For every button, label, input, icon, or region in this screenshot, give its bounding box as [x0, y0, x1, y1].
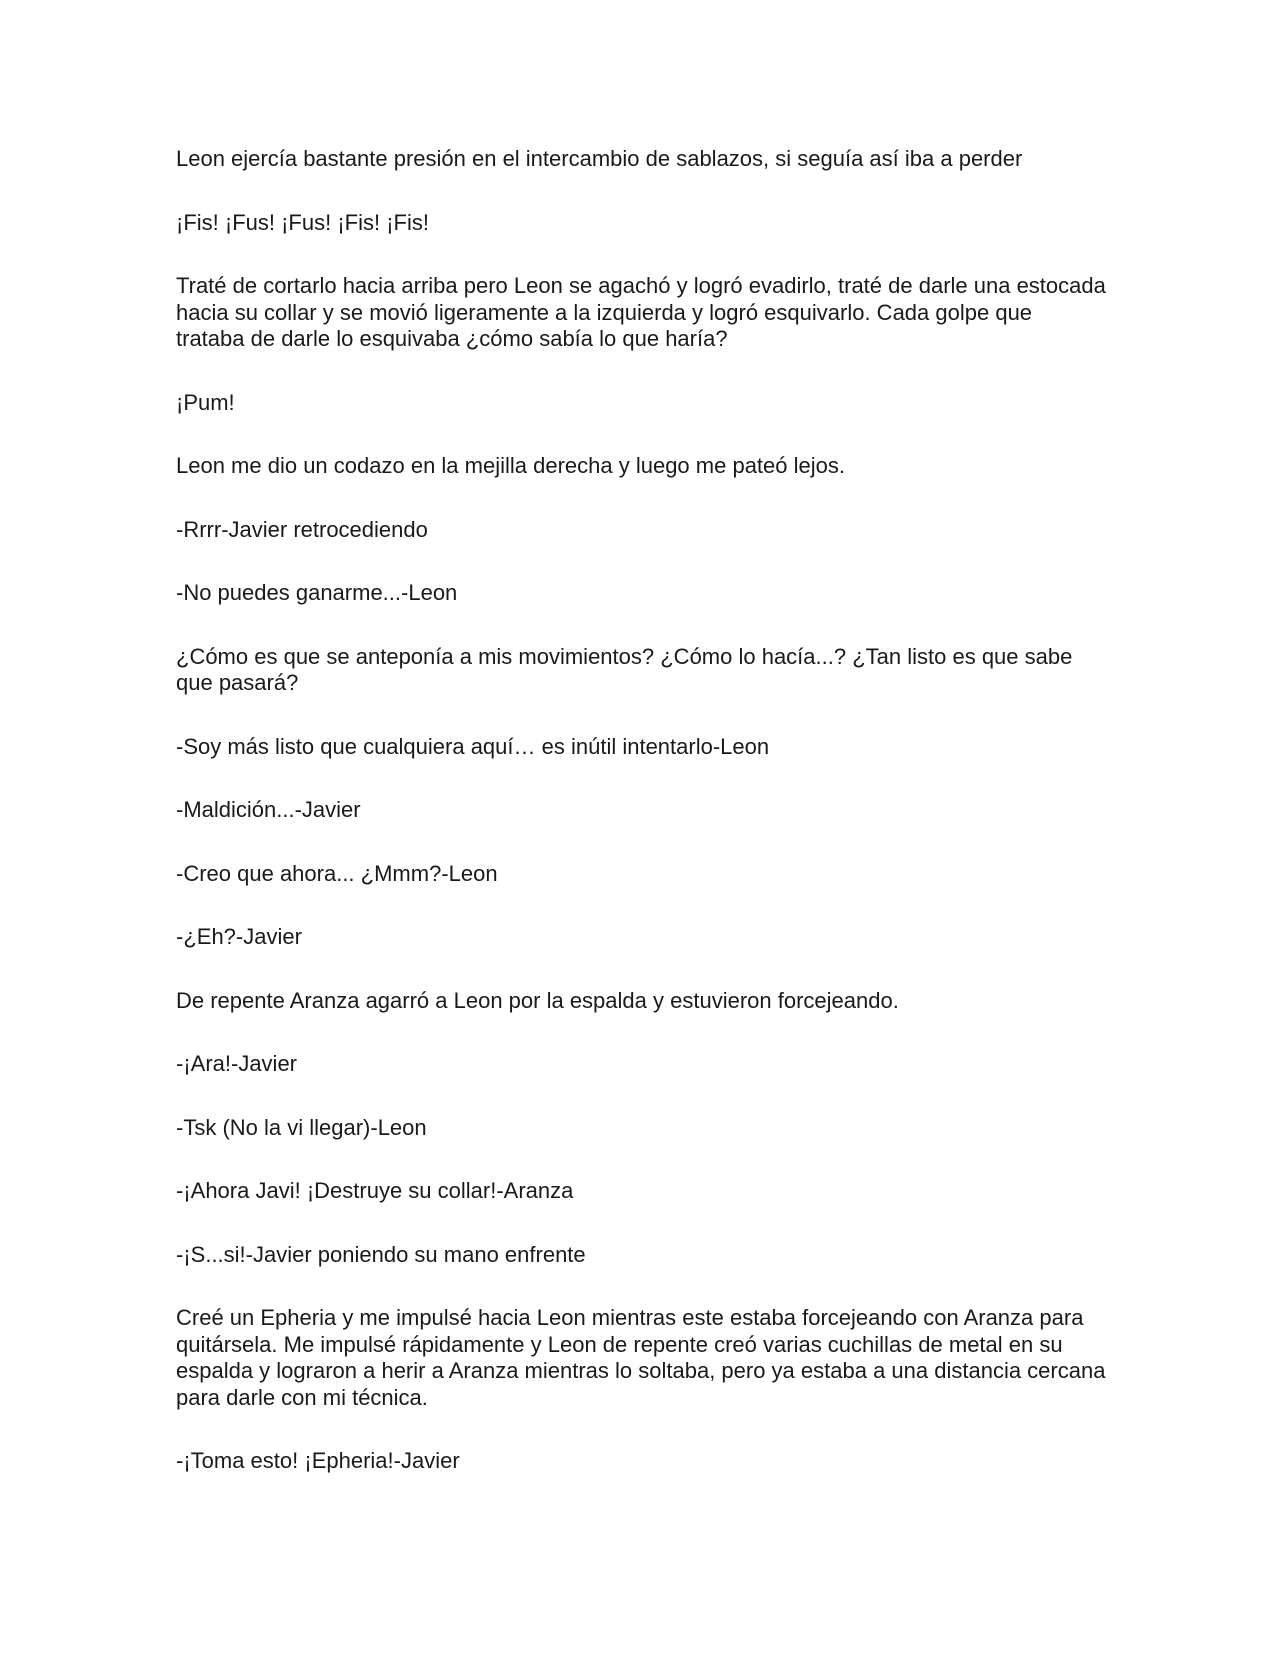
- paragraph: -¡Toma esto! ¡Epheria!-Javier: [176, 1448, 460, 1473]
- paragraph: -No puedes ganarme...-Leon: [176, 580, 458, 605]
- text-body: [176, 146, 1106, 1512]
- paragraph: -¡Ahora Javi! ¡Destruye su collar!-Aranza: [176, 1178, 574, 1203]
- paragraph: -Tsk (No la vi llegar)-Leon: [176, 1114, 427, 1140]
- paragraph: -Maldición...-Javier: [176, 797, 361, 822]
- paragraph: Leon me dio un codazo en la mejilla derecha y luego me pateó lejos.: [176, 453, 845, 478]
- paragraph: ¡Fis! ¡Fus! ¡Fus! ¡Fis! ¡Fis!: [176, 209, 429, 235]
- paragraph: De repente Aranza agarró a Leon por la espalda y estuvieron forcejeando.: [176, 987, 899, 1013]
- paragraph: -¡S...si!-Javier poniendo su mano enfrente: [176, 1241, 586, 1267]
- paragraph: -¡Ara!-Javier: [176, 1051, 298, 1076]
- paragraph: -Rrrr-Javier retrocediendo: [176, 516, 428, 542]
- paragraph: -Creo que ahora... ¿Mmm?-Leon: [176, 860, 498, 886]
- paragraph: ¡Pum!: [176, 389, 235, 415]
- paragraph: ¿Cómo es que se anteponía a mis movimientos? ¿Cómo lo hacía...? ¿Tan listo es que sabe que pasará?: [176, 643, 1073, 695]
- paragraph: -¿Eh?-Javier: [176, 924, 302, 949]
- paragraph: Leon ejercía bastante presión en el intercambio de sablazos, si seguía así iba a perder: [176, 146, 1023, 171]
- paragraph: Traté de cortarlo hacia arriba pero Leon se agachó y logró evadirlo, traté de darle una estocada hacia su collar y se movió ligeramente a la izquierda y logró esquivarlo. Cada golpe que trataba de darle lo esquivaba ¿cómo sabía lo que haría?: [176, 273, 1106, 351]
- paragraph: Creé un Epheria y me impulsé hacia Leon mientras este estaba forcejeando con Aranza para quitársela. Me impulsé rápidamente y Leon de repente creó varias cuchillas de metal en su espalda y lograron a herir a Aranza mientras lo soltaba, pero ya estaba a una distancia cercana para darle con mi técnica.: [176, 1305, 1106, 1410]
- paragraph: -Soy más listo que cualquiera aquí… es inútil intentarlo-Leon: [176, 733, 770, 759]
